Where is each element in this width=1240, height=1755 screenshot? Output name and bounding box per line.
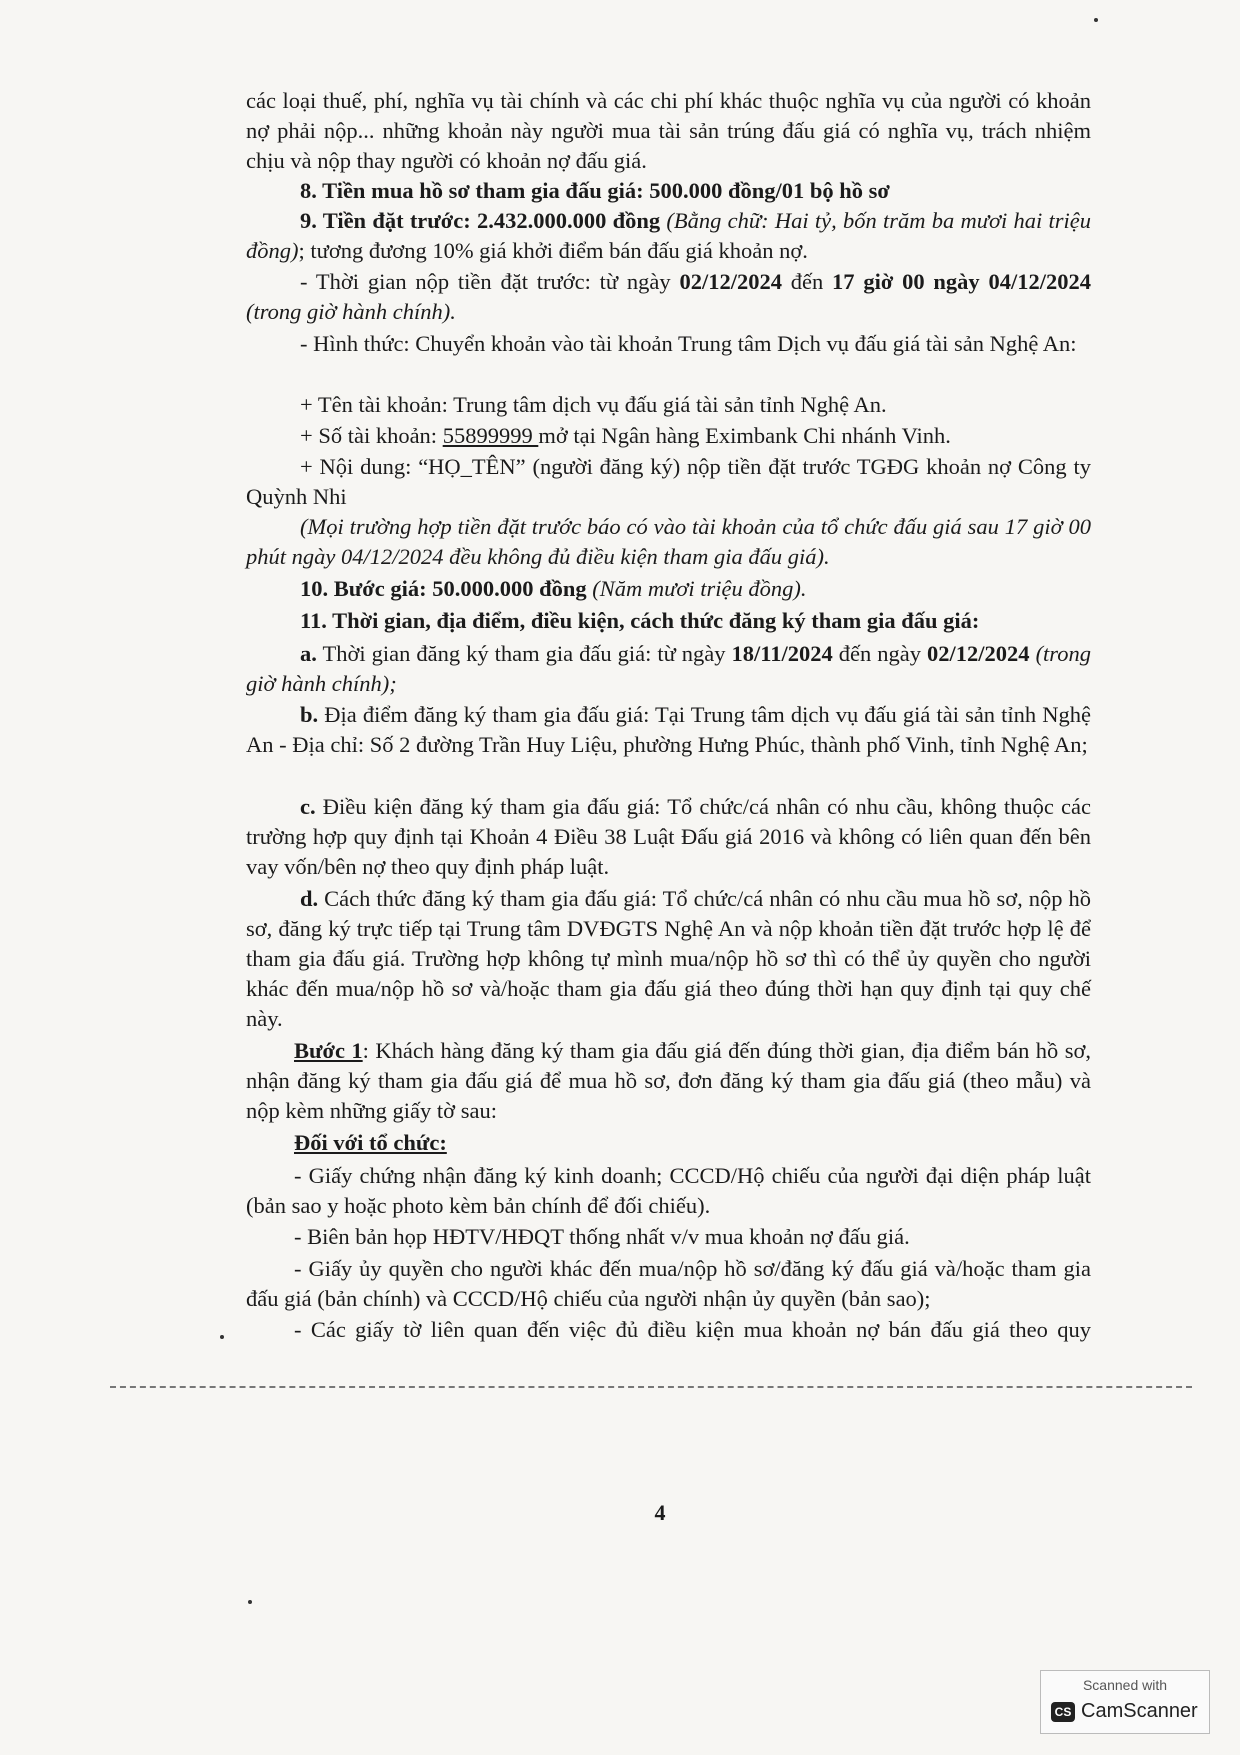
camscanner-watermark <box>1040 1670 1210 1734</box>
account-number-value: 55899999 <box>442 423 539 448</box>
section-9-deposit <box>246 206 1091 266</box>
registration-time-to: đến ngày <box>832 641 928 666</box>
org-doc-eligibility: - Các giấy tờ liên quan đến việc đủ điều kiện mua khoản nợ bán đấu giá theo quy <box>294 1317 1091 1342</box>
deposit-heading: 9. Tiền đặt trước: 2.432.000.000 đồng <box>300 208 661 233</box>
deposit-end-date: 17 giờ 00 ngày 04/12/2024 <box>832 269 1091 294</box>
deposit-time-to: đến <box>781 269 833 294</box>
paragraph-continuation: các loại thuế, phí, nghĩa vụ tài chính và các chi phí khác thuộc nghĩa vụ của người có khoản nợ phải nộp... những khoản này người mua tài sản trúng đấu giá có nghĩa vụ, trách nhiệm chịu và nộp thay người có khoản nợ đấu giá. <box>246 88 1091 173</box>
deposit-time <box>246 267 1091 327</box>
registration-start-date: 18/11/2024 <box>731 641 833 666</box>
deposit-deadline-note: (Mọi trường hợp tiền đặt trước báo có vào tài khoản của tổ chức đấu giá sau 17 giờ 00 phút ngày 04/12/2024 đều không đủ điều kiện tham gia đấu giá). <box>246 514 1091 569</box>
registration-time-note: (trong giờ hành chính); <box>246 641 1091 696</box>
scan-speck <box>220 1335 224 1339</box>
org-doc-business-registration: - Giấy chứng nhận đăng ký kinh doanh; CCCD/Hộ chiếu của người đại diện pháp luật (bản sao y hoặc photo kèm bản chính để đối chiếu). <box>246 1163 1091 1218</box>
organization-heading: Đối với tổ chức: <box>294 1130 447 1155</box>
item-a-label: a. <box>300 641 317 666</box>
section-11-heading: 11. Thời gian, địa điểm, điều kiện, cách thức đăng ký tham gia đấu giá: <box>300 608 980 633</box>
step-1-text: : Khách hàng đăng ký tham gia đấu giá đến đúng thời gian, địa điểm bán hồ sơ, nhận đăng ký tham gia đấu giá để mua hồ sơ, đơn đăng ký tham gia đấu giá (theo mẫu) và nộp kèm những giấy tờ sau: <box>246 1038 1092 1123</box>
step-1 <box>246 1036 1091 1126</box>
payment-method: - Hình thức: Chuyển khoản vào tài khoản Trung tâm Dịch vụ đấu giá tài sản Nghệ An: <box>300 331 1077 356</box>
step-1-label: Bước 1 <box>294 1038 363 1063</box>
org-doc-board-minutes: - Biên bản họp HĐTV/HĐQT thống nhất v/v mua khoản nợ đấu giá. <box>294 1224 910 1249</box>
scan-artifact-dashed-line <box>110 1386 1192 1388</box>
deposit-time-label: - Thời gian nộp tiền đặt trước: từ ngày <box>300 269 680 294</box>
bid-step-heading: 10. Bước giá: 50.000.000 đồng <box>300 576 587 601</box>
scan-speck <box>248 1600 252 1604</box>
account-bank: mở tại Ngân hàng Eximbank Chi nhánh Vinh. <box>538 423 951 448</box>
registration-conditions-text: Điều kiện đăng ký tham gia đấu giá: Tổ chức/cá nhân có nhu cầu, không thuộc các trường hợp quy định tại Khoản 4 Điều 38 Luật Đấu giá 2016 và không có liên quan đến bên vay vốn/bên nợ theo quy định pháp luật. <box>246 794 1091 879</box>
page-number: 4 <box>654 1500 666 1525</box>
deposit-note: ; tương đương 10% giá khởi điểm bán đấu giá khoản nợ. <box>298 238 808 263</box>
item-c-label: c. <box>300 794 316 819</box>
registration-conditions <box>246 792 1091 882</box>
item-d-label: d. <box>300 886 319 911</box>
watermark-brand: CamScanner <box>1081 1700 1198 1722</box>
section-8-fee: 8. Tiền mua hồ sơ tham gia đấu giá: 500.000 đồng/01 bộ hồ sơ <box>300 178 890 203</box>
account-number <box>246 421 1091 451</box>
deposit-time-note: (trong giờ hành chính). <box>246 299 456 324</box>
camscanner-logo-icon: CS <box>1051 1702 1075 1722</box>
scan-speck <box>1094 18 1098 22</box>
bid-step-in-words: (Năm mươi triệu đồng). <box>586 576 807 601</box>
registration-time <box>246 639 1091 699</box>
item-b-label: b. <box>300 702 319 727</box>
registration-time-label: Thời gian đăng ký tham gia đấu giá: từ ngày <box>316 641 732 666</box>
registration-method-text: Cách thức đăng ký tham gia đấu giá: Tổ chức/cá nhân có nhu cầu mua hồ sơ, nộp hồ sơ, đăng ký trực tiếp tại Trung tâm DVĐGTS Nghệ An và nộp khoản tiền đặt trước hợp lệ để tham gia đấu giá. Trường hợp không tự mình mua/nộp hồ sơ thì có thể ủy quyền cho người khác đến mua/nộp hồ sơ và/hoặc tham gia đấu giá theo đúng thời hạn quy định tại quy chế này. <box>246 886 1091 1031</box>
section-10-bid-step <box>246 574 1091 604</box>
org-doc-authorization: - Giấy ủy quyền cho người khác đến mua/nộp hồ sơ/đăng ký đấu giá và/hoặc tham gia đấu giá (bản chính) và CCCD/Hộ chiếu của người nhận ủy quyền (bản sao); <box>246 1256 1091 1311</box>
registration-location-text: Địa điểm đăng ký tham gia đấu giá: Tại Trung tâm dịch vụ đấu giá tài sản tỉnh Nghệ An - Địa chỉ: Số 2 đường Trần Huy Liệu, phường Hưng Phúc, thành phố Vinh, tỉnh Nghệ An; <box>246 702 1091 757</box>
account-number-label: + Số tài khoản: <box>300 423 443 448</box>
registration-end-date: 02/12/2024 <box>927 641 1030 666</box>
deposit-in-words: (Bằng chữ: Hai tỷ, bốn trăm ba mươi hai triệu đồng) <box>246 208 1091 263</box>
deposit-start-date: 02/12/2024 <box>679 269 782 294</box>
watermark-scanned-with: Scanned with <box>1082 1677 1168 1693</box>
transfer-content: + Nội dung: “HỌ_TÊN” (người đăng ký) nộp tiền đặt trước TGĐG khoản nợ Công ty Quỳnh Nhi <box>246 454 1091 509</box>
account-name: + Tên tài khoản: Trung tâm dịch vụ đấu giá tài sản tỉnh Nghệ An. <box>300 392 887 417</box>
registration-method <box>246 884 1091 1034</box>
registration-location <box>246 700 1091 760</box>
